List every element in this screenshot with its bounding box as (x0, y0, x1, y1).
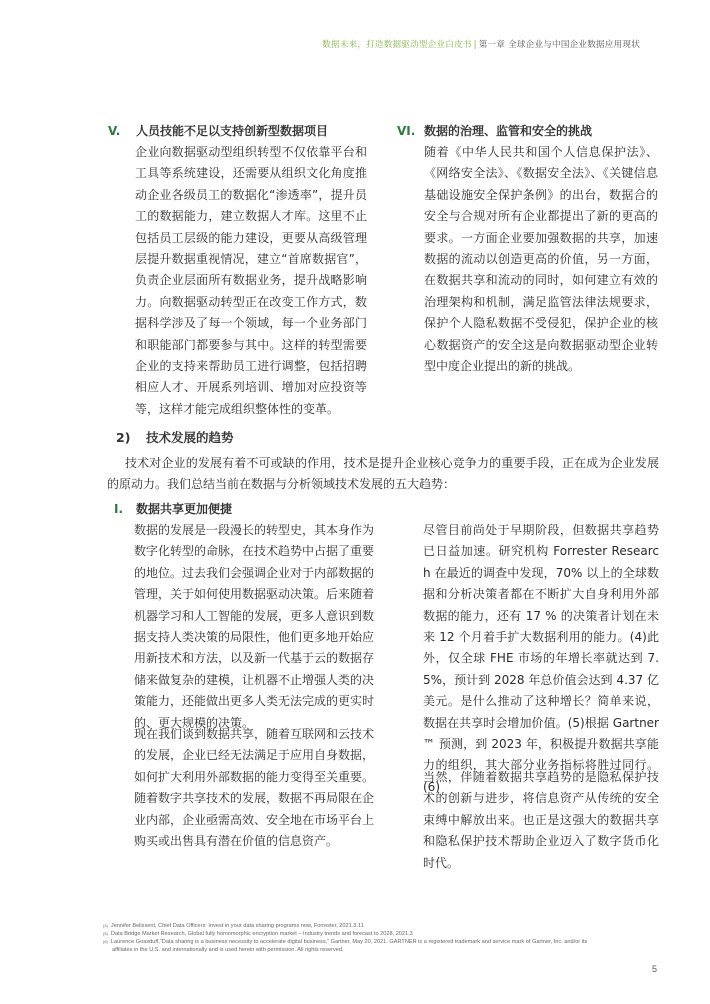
footnotes (103, 922, 663, 954)
trend-1-right-paragraph-2: 当然，伴随着数据共享趋势的是隐私保护技术的创新与进步，将信息资产从传统的安全束缚中解放出来。也正是这强大的数据共享和隐私保护技术帮助企业迈入了数字货币化时代。 (423, 770, 659, 870)
header-document-title: 数据未来，打造数据驱动型企业白皮书 (322, 40, 472, 50)
trends-number: 2) (116, 430, 131, 445)
section-6-number: VI. (397, 124, 416, 138)
trends-intro: 技术对企业的发展有着不可或缺的作用，技术是提升企业核心竞争力的重要手段，正在成为企业发展的原动力。我们总结当前在数据与分析领域技术发展的五大趋势： (107, 456, 659, 492)
footnote-5: $^{(5)}$ Data Bridge Market Research, Global fully homomorphic encryption market – Industry trends and forecast to 2028, 2021.3 (103, 931, 413, 937)
trend-1-right-paragraph-1: 尽管目前尚处于早期阶段，但数据共享趋势已日益加速。研究机构 Forrester Research 在最近的调查中发现，70% 以上的全球数据和分析决策者都在不断扩大自身利用外部数据的能力，还有 17 % 的决策者计划在未来 12 个月着手扩大数据利用的能力。(4)此外，仅全球 FHE 市场的年增长率就达到 7.5%，预计到 2028 年总价值会达到 4.37 亿美元。是什么推动了这种增长？简单来说，数据在共享时会增加价值。(5)根据 Gartner™ 预测，到 2023 年，积极提升数据共享能力的组织，其大部分业务指标将胜过同行。(6) (423, 523, 659, 794)
page-number: 5 (651, 964, 657, 974)
footnote-4: $^{(4)}$ Jennifer Belissent, Chief Data Officers: Invest in your data sharing programs now, Forrester, 2021.3.11 (103, 923, 364, 929)
trend-1-left-paragraph-2: 现在我们谈到数据共享，随着互联网和云技术的发展，企业已经无法满足于应用自身数据，如何扩大利用外部数据的能力变得至关重要。随着数字共享技术的发展，数据不再局限在企业内部，企业亟需高效、安全地在市场平台上购买或出售具有潜在价值的信息资产。 (134, 727, 375, 849)
trends-title: 技术发展的趋势 (146, 430, 234, 445)
header-chapter-title: 第一章 全球企业与中国企业数据应用现状 (478, 40, 640, 50)
trend-1-number: I. (114, 502, 124, 516)
header-separator: | (473, 40, 477, 50)
section-5-title: 人员技能不足以支持创新型数据项目 (136, 124, 329, 138)
section-6-heading (397, 122, 592, 139)
section-6-title: 数据的治理、监管和安全的挑战 (424, 124, 593, 138)
trend-1-left-paragraph-1: 数据的发展是一段漫长的转型史，其本身作为数字化转型的命脉，在技术趋势中占据了重要的地位。过去我们会强调企业对于内部数据的管理，关于如何使用数据驱动决策。后来随着机器学习和人工智能的发展，更多人意识到数据支持人类决策的局限性，他们更多地开始应用新技术和方法，以及新一代基于云的数据存储来做复杂的建模，让机器不止增强人类的决策能力，还能做出更多人类无法完成的更实时的、更大规模的决策。 (134, 523, 375, 730)
section-5-heading (108, 122, 328, 139)
running-header (322, 38, 640, 50)
section-6-body: 随着《中华人民共和国个人信息保护法》、《网络安全法》、《数据安全法》、《关键信息基础设施安全保护条例》的出台，数据合的安全与合规对所有企业都提出了新的更高的要求。一方面企业要加强数据的共享，加速数据的流动以创造更高的价值，另一方面，在数据共享和流动的同时，如何建立有效的治理架构和机制，满足监管法律法规要求，保护个人隐私数据不受侵犯，保护企业的核心数据资产的安全这是向数据驱动型企业转型中度企业提出的新的挑战。 (424, 145, 658, 374)
footnote-6-continuation: affiliates in the U.S. and internationally and is used herein with permission. All rights reserved. (112, 947, 344, 953)
trend-1-heading (114, 500, 232, 517)
section-5-number: V. (108, 124, 121, 138)
footnote-6: $^{(6)}$ Laurence Goasduff,“Data sharing is a business necessity to accelerate digital business,” Gartner, May 20, 2021. GARTNER is a registered trademark and service mark of Gartner, Inc. and/or its (103, 939, 588, 945)
trends-heading (116, 428, 234, 446)
trend-1-title: 数据共享更加便捷 (136, 502, 233, 516)
section-5-body: 企业向数据驱动型组织转型不仅依靠平台和工具等系统建设，还需要从组织文化角度推动企业各级员工的数据化“渗透率”，提升员工的数据能力，建立数据人才库。这里不止包括员工层级的能力建设，更要从高级管理层提升数据重视情况，建立“首席数据官”，负责企业层面所有数据业务，提升战略影响力。向数据驱动转型正在改变工作方式，数据科学涉及了每一个领域，每一个业务部门和职能部门都要参与其中。这样的转型需要企业的支持来帮助员工进行调整，包括招聘相应人才、开展系列培训、增加对应投资等等，这样才能完成组织整体性的变革。 (135, 145, 367, 416)
